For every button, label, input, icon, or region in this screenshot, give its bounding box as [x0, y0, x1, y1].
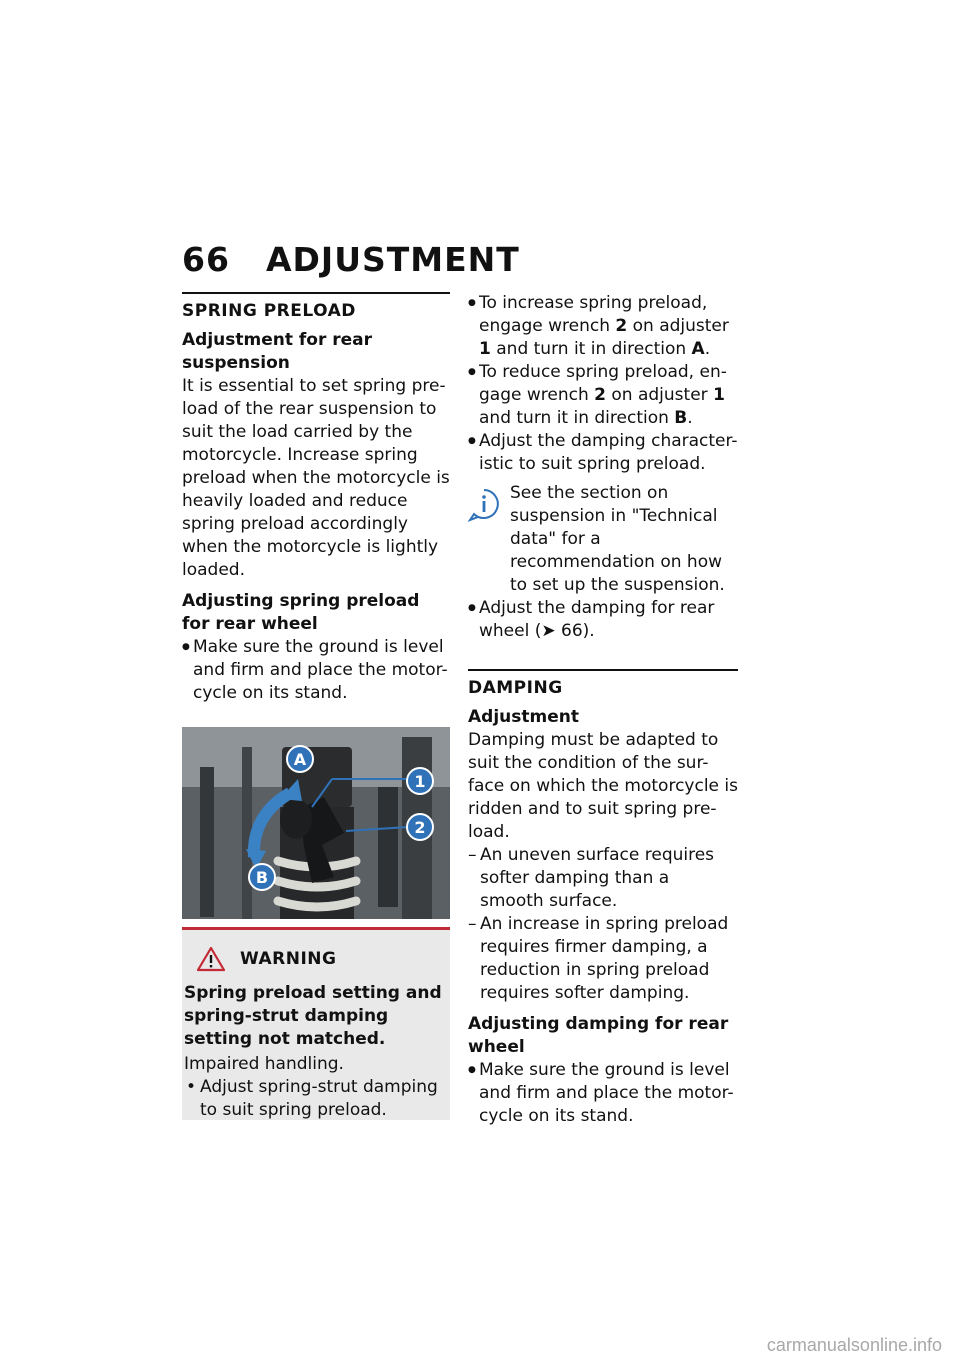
damping-step-level-ground: ● Make sure the ground is level and firm and place the motor-cycle on its stand. — [468, 1059, 738, 1128]
step-level-ground: ● Make sure the ground is level and firm and place the motor-cycle on its stand. — [182, 636, 450, 705]
damping-dash-2: – An increase in spring preload requires firmer damping, a reduction in spring preload requires softer damping. — [468, 913, 738, 1005]
step-text: and turn it in direction — [490, 339, 692, 359]
shock-absorber-illustration — [182, 727, 450, 919]
callout-b: B — [255, 868, 269, 887]
warning-triangle-icon — [196, 946, 226, 972]
warning-box — [182, 927, 450, 1120]
warning-consequence: Impaired handling. — [184, 1054, 344, 1074]
step-text: To increase spring preload, engage wrench — [479, 293, 708, 336]
warning-action: • Adjust spring-strut damping to suit spring preload. — [184, 1076, 444, 1122]
step-reduce-preload — [468, 361, 738, 430]
callout-2: 2 — [414, 818, 426, 837]
step-text: . — [704, 339, 711, 359]
right-column — [468, 292, 738, 1128]
info-note-text: See the section on suspension in "Technical data" for a recommendation on how to set up the suspension. — [510, 483, 725, 595]
subsection-title-adjustment: Adjustment — [468, 707, 579, 727]
damping-dash-1: – An uneven surface requires softer damping than a smooth surface. — [468, 844, 738, 913]
page-reference-arrow-icon: ➤ — [541, 621, 562, 641]
section-rule — [182, 292, 450, 294]
subsection-title-rear-suspension: Adjustment for rear suspension — [182, 330, 373, 373]
warning-title: Spring preload setting and spring-strut damping setting not matched. — [184, 983, 442, 1049]
ref-adjuster: 1 — [713, 385, 725, 405]
ref-adjuster: 1 — [479, 339, 491, 359]
section-title-damping: DAMPING — [468, 678, 563, 698]
step-damping-characteristic: ● Adjust the damping character-istic to suit spring preload. — [468, 430, 738, 476]
callout-1: 1 — [414, 772, 426, 791]
warning-header — [184, 946, 444, 972]
section-title-spring-preload: SPRING PRELOAD — [182, 301, 356, 321]
step-text: To reduce spring preload, en-gage wrench — [479, 362, 727, 405]
left-column — [182, 292, 450, 1120]
ref-wrench: 2 — [594, 385, 606, 405]
ref-direction: A — [691, 339, 705, 359]
page-header — [182, 240, 520, 279]
step-text: ). — [582, 621, 595, 641]
page-number: 66 — [182, 240, 230, 279]
info-note — [468, 482, 738, 597]
section-rule — [468, 669, 738, 671]
step-increase-preload — [468, 292, 738, 361]
ref-direction: B — [674, 408, 688, 428]
damping-procedure-title: Adjusting damping for rear wheel — [468, 1014, 729, 1057]
info-icon — [468, 488, 500, 522]
chapter-title: ADJUSTMENT — [266, 240, 520, 279]
callout-a: A — [293, 750, 307, 769]
step-text: . — [687, 408, 693, 428]
shock-absorber-figure — [182, 727, 450, 919]
step-text: Adjust the damping for rear wheel ( — [479, 598, 715, 641]
intro-paragraph: It is essential to set spring pre-load of the rear suspension to suit the load carried by the motorcycle. Increase spring preload when the motorcycle is heavily loaded and reduce spring preload accordingly when the motorcycle is lightly loaded. — [182, 376, 450, 580]
damping-intro: Damping must be adapted to suit the condition of the sur-face on which the motorcycle is ridden and to suit spring pre-load. — [468, 730, 738, 842]
watermark: carmanualsonline.info — [766, 1335, 942, 1355]
step-adjust-damping-rear — [468, 597, 738, 643]
procedure-title: Adjusting spring preload for rear wheel — [182, 591, 420, 634]
ref-wrench: 2 — [615, 316, 628, 336]
page-reference[interactable]: 66 — [561, 621, 583, 641]
step-text: on adjuster — [605, 385, 714, 405]
warning-label: WARNING — [240, 948, 337, 969]
step-text: on adjuster — [627, 316, 729, 336]
step-text: and turn it in direction — [479, 408, 675, 428]
